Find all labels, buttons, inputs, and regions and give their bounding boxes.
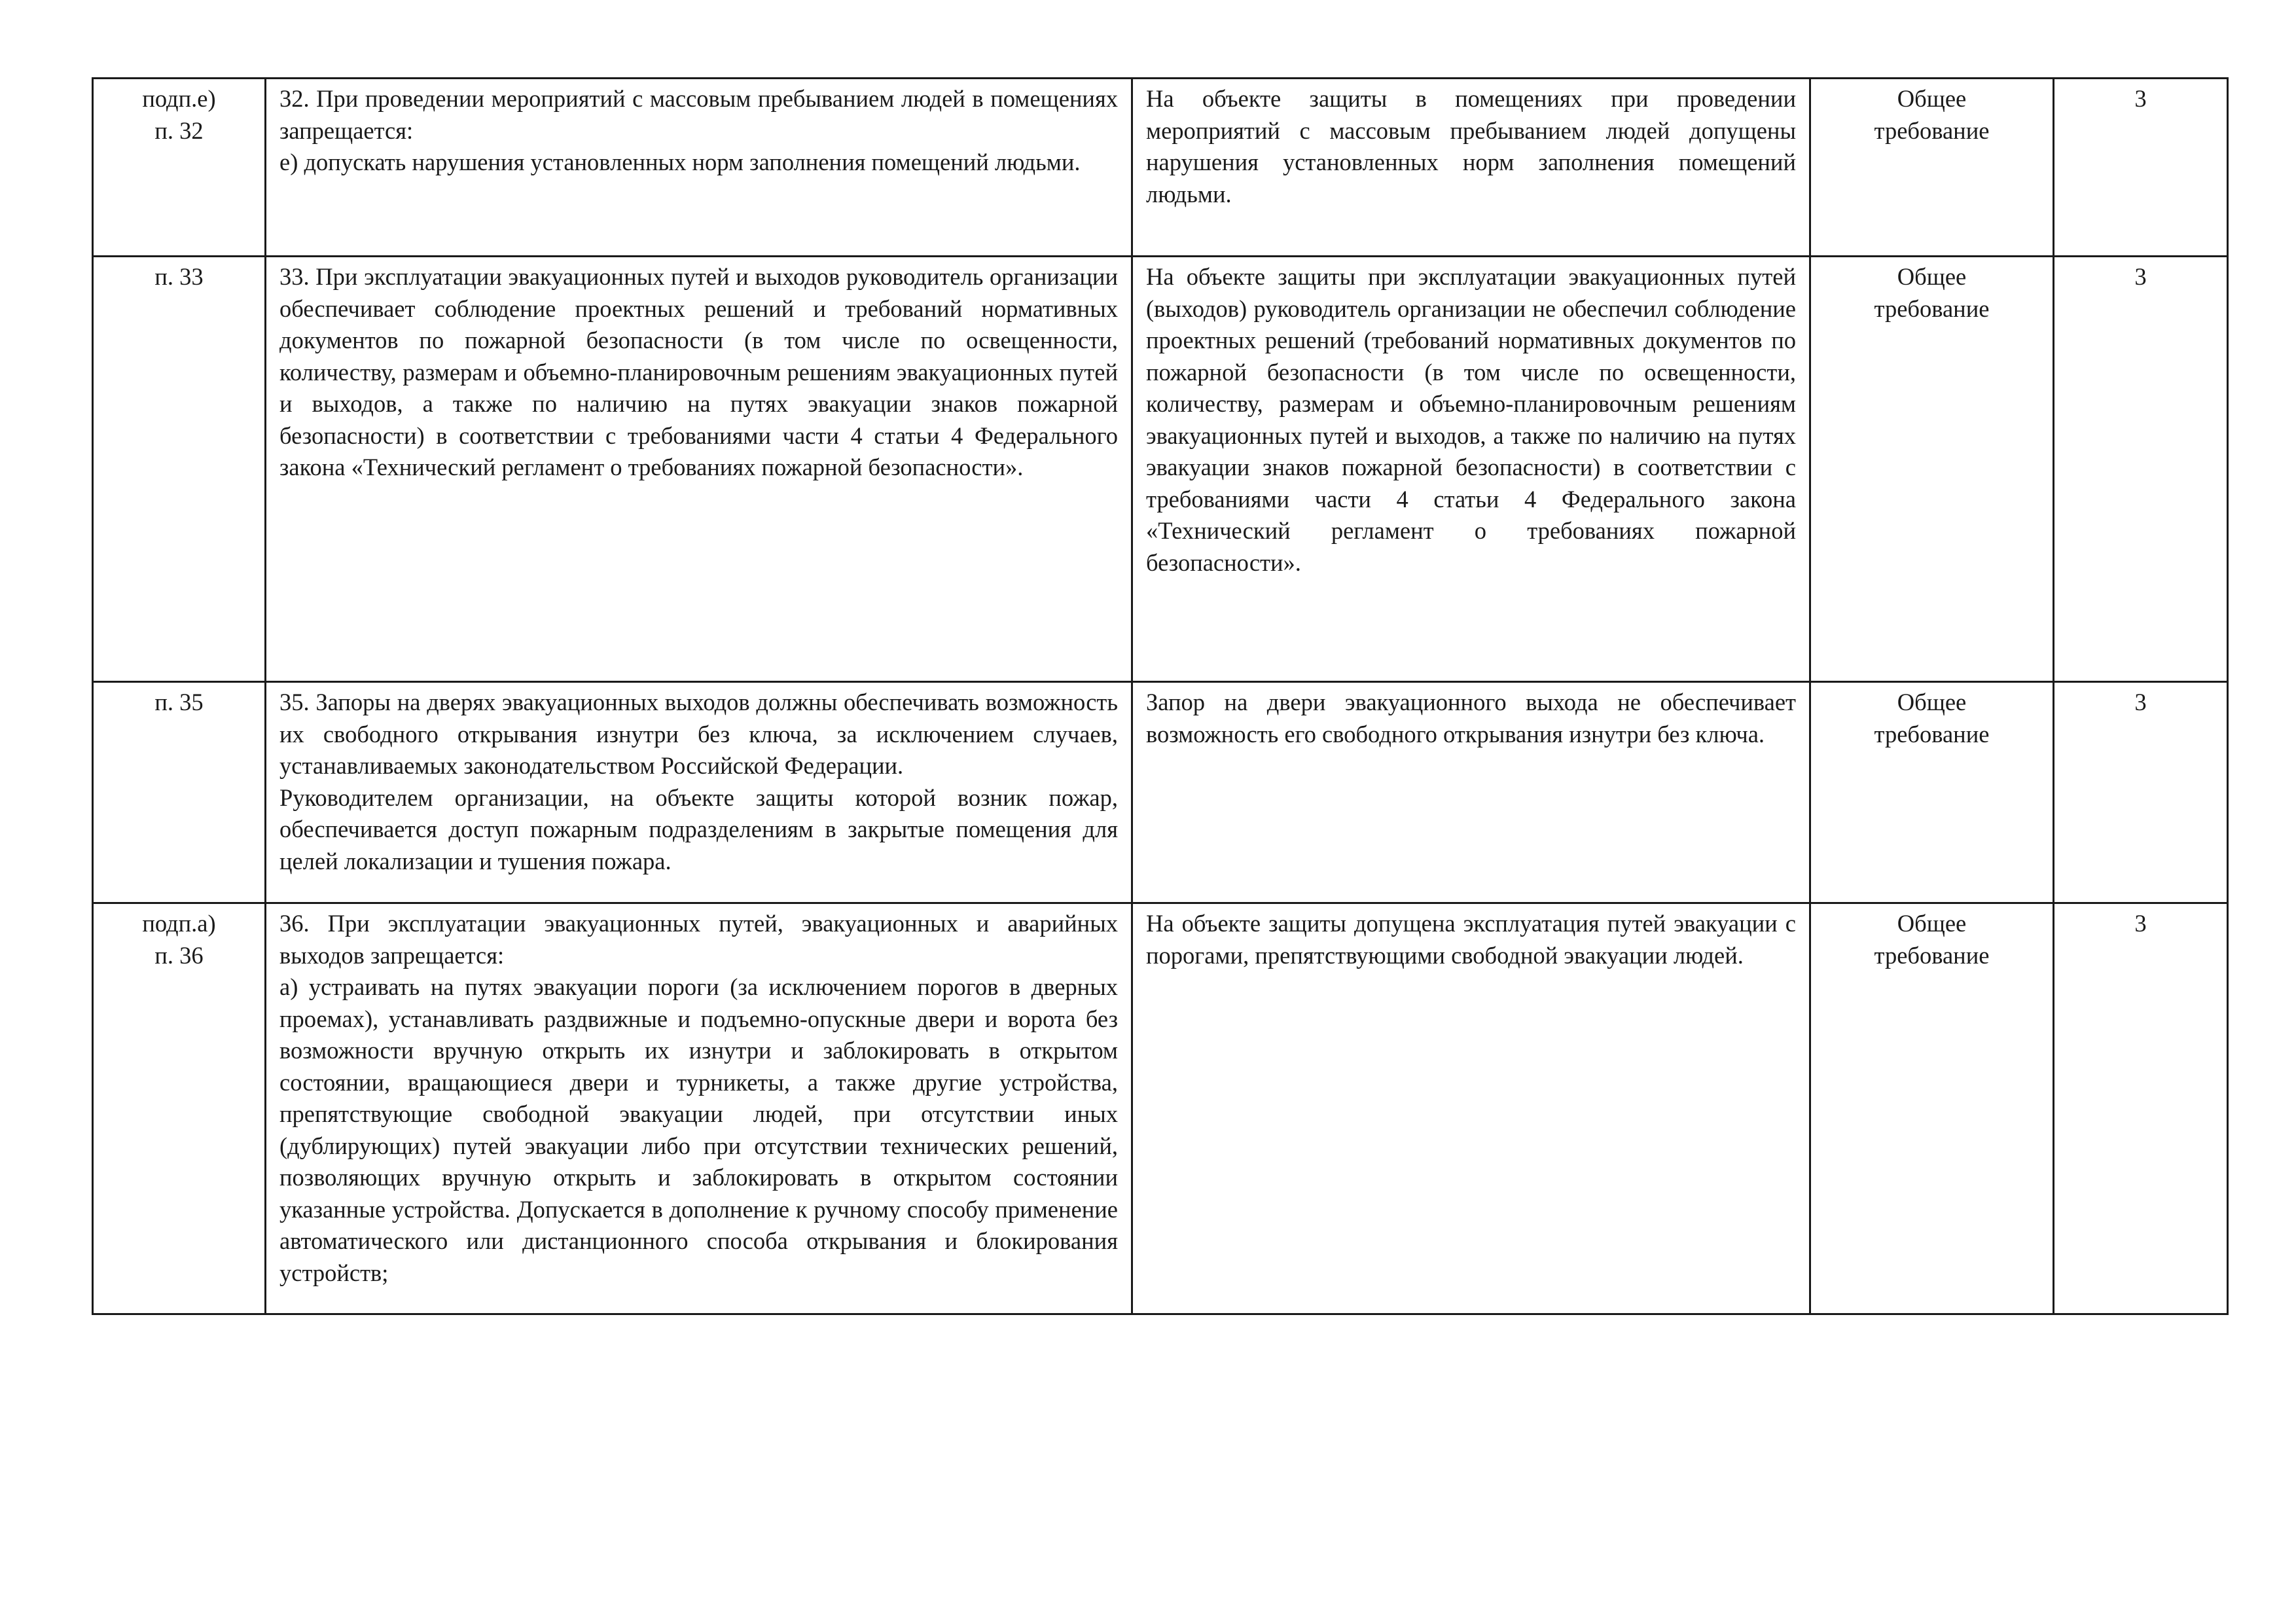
requirement-type-cell [1810, 903, 2054, 1314]
requirement-type-cell [1810, 682, 2054, 903]
requirement-paragraph: 32. При проведении мероприятий с массовым пребыванием людей в помещениях запрещается: [279, 85, 1118, 144]
requirement-paragraph: е) допускать нарушения установленных норм заполнения помещений людьми. [279, 149, 1081, 175]
table-row [93, 79, 2228, 257]
requirement-type-line: требование [1874, 941, 1990, 969]
violation-paragraph: Запор на двери эвакуационного выхода не обеспечивает возможность его свободного открывания изнутри без ключа. [1146, 689, 1796, 748]
requirement-type-line: Общее [1897, 263, 1967, 290]
requirement-type-cell [1810, 79, 2054, 257]
clause-ref-line: п. 35 [154, 689, 204, 715]
violation-paragraph: На объекте защиты допущена эксплуатация путей эвакуации с порогами, препятствующими свободной эвакуации людей. [1146, 910, 1796, 969]
clause-ref-line: п. 32 [154, 117, 204, 144]
requirement-type-line: требование [1874, 720, 1990, 748]
clause-ref-cell [93, 682, 266, 903]
requirement-type-cell [1810, 257, 2054, 682]
requirement-paragraph: 35. Запоры на дверях эвакуационных выходов должны обеспечивать возможность их свободного открывания изнутри без ключа, за исключением случаев, устанавливаемых законодательством Российской Федерации. [279, 689, 1118, 779]
clause-ref-line: п. 36 [154, 941, 204, 969]
violation-cell [1132, 682, 1810, 903]
clause-ref-cell [93, 903, 266, 1314]
value-cell: 3 [2054, 79, 2228, 257]
clause-ref-cell [93, 257, 266, 682]
requirement-cell [266, 79, 1132, 257]
requirement-type-line: Общее [1897, 689, 1967, 715]
requirement-type-line: Общее [1897, 910, 1967, 937]
requirement-cell [266, 682, 1132, 903]
violation-cell [1132, 903, 1810, 1314]
table-row [93, 257, 2228, 682]
violation-paragraph: На объекте защиты в помещениях при проведении мероприятий с массовым пребыванием людей допущены нарушения установленных норм заполнения помещений людьми. [1146, 85, 1796, 208]
clause-ref-line: п. 33 [154, 263, 204, 290]
violation-cell [1132, 257, 1810, 682]
requirement-cell [266, 903, 1132, 1314]
requirement-type-line: требование [1874, 117, 1990, 144]
requirement-paragraph: а) устраивать на путях эвакуации пороги (за исключением порогов в дверных проемах), устанавливать раздвижные и подъемно-опускные двери и ворота без возможности вручную открыть их изнутри и заблокировать в открытом состоянии, вращающиеся двери и турникеты, а также другие устройства, препятствующие свободной эвакуации людей, при отсутствии иных (дублирующих) путей эвакуации либо при отсутствии технических решений, позволяющих вручную открыть и заблокировать в открытом состоянии указанные устройства. Допускается в дополнение к ручному способу применение автоматического или дистанционного способа открывания и блокирования устройств; [279, 973, 1118, 1286]
requirement-paragraph: 36. При эксплуатации эвакуационных путей, эвакуационных и аварийных выходов запрещается: [279, 910, 1118, 969]
violation-paragraph: На объекте защиты при эксплуатации эвакуационных путей (выходов) руководитель организации не обеспечил соблюдение проектных решений (требований нормативных документов по пожарной безопасности (в том числе по освещенности, количеству, размерам и объемно-планировочным решениям эвакуационных путей и выходов, а также по наличию на путях эвакуации знаков пожарной безопасности) в соответствии с требованиями части 4 статьи 4 Федерального закона «Технический регламент о требованиях пожарной безопасности». [1146, 263, 1796, 576]
value-cell: 3 [2054, 682, 2228, 903]
requirement-cell [266, 257, 1132, 682]
clause-ref-cell [93, 79, 266, 257]
requirement-paragraph: Руководителем организации, на объекте защиты которой возник пожар, обеспечивается доступ пожарным подразделениям в закрытые помещения для целей локализации и тушения пожара. [279, 784, 1118, 875]
requirement-type-line: требование [1874, 295, 1990, 322]
value-cell: 3 [2054, 903, 2228, 1314]
violation-cell [1132, 79, 1810, 257]
requirement-paragraph: 33. При эксплуатации эвакуационных путей и выходов руководитель организации обеспечивает соблюдение проектных решений и требований нормативных документов по пожарной безопасности (в том числе по освещенности, количеству, размерам и объемно-планировочным решениям эвакуационных путей и выходов, а также по наличию на путях эвакуации знаков пожарной безопасности) в соответствии с требованиями части 4 статьи 4 Федерального закона «Технический регламент о требованиях пожарной безопасности». [279, 263, 1118, 480]
clause-ref-line: подп.е) [142, 85, 216, 112]
clause-ref-line: подп.а) [142, 910, 216, 937]
value-cell: 3 [2054, 257, 2228, 682]
requirement-type-line: Общее [1897, 85, 1967, 112]
requirements-table [92, 77, 2229, 1315]
table-row [93, 682, 2228, 903]
table-row [93, 903, 2228, 1314]
